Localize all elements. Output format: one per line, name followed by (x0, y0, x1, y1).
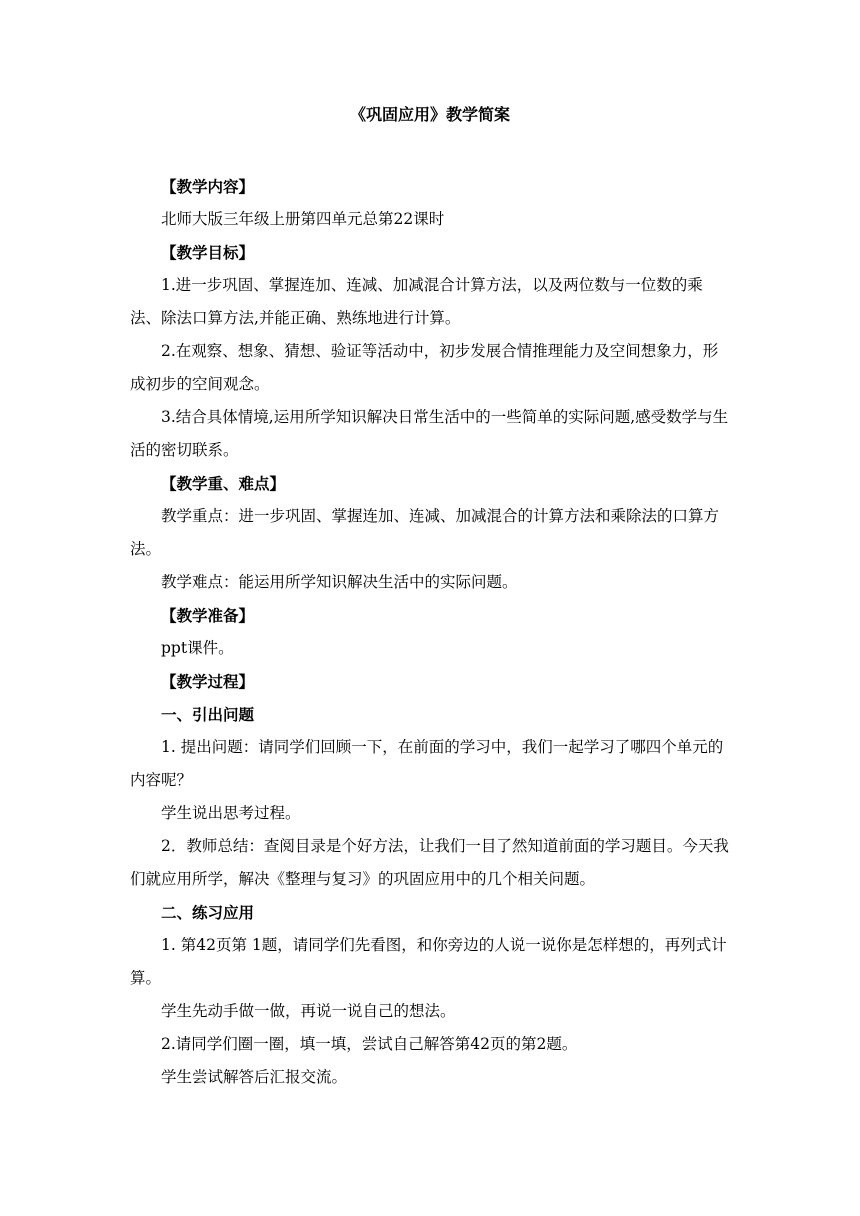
paragraph-course-info: 北师大版三年级上册第四单元总第22课时 (161, 210, 445, 228)
paragraph-student-response-1: 学生说出思考过程。 (161, 804, 301, 822)
section-heading-preparation: 【教学准备】 (161, 606, 255, 625)
paragraph-objective-1: 1.进一步巩固、掌握连加、连减、加减混合计算方法，以及两位数与一位数的乘法、除法口算方法,并能正确、熟练地进行计算。 (130, 276, 703, 327)
section-heading-key-points: 【教学重、难点】 (161, 474, 286, 493)
section-heading-content: 【教学内容】 (161, 177, 255, 196)
paragraph-practice-1: 1. 第42页第 1题，请同学们先看图，和你旁边的人说一说你是怎样想的，再列式计算。 (130, 936, 727, 987)
document-body (130, 170, 730, 1094)
paragraph-practice-2: 2.请同学们圈一圈，填一填，尝试自己解答第42页的第2题。 (161, 1035, 578, 1053)
section-heading-objectives: 【教学目标】 (161, 243, 255, 262)
paragraph-key-point: 教学重点：进一步巩固、掌握连加、连减、加减混合的计算方法和乘除法的口算方法。 (130, 507, 720, 558)
paragraph-objective-3: 3.结合具体情境,运用所学知识解决日常生活中的一些简单的实际问题,感受数学与生活的密切联系。 (130, 408, 729, 459)
paragraph-process-2: 2．教师总结：查阅目录是个好方法，让我们一目了然知道前面的学习题目。今天我们就应用所学，解决《整理与复习》的巩固应用中的几个相关问题。 (130, 837, 729, 888)
paragraph-difficulty: 教学难点：能运用所学知识解决生活中的实际问题。 (161, 573, 518, 591)
subheading-introduce-question: 一、引出问题 (161, 705, 255, 724)
paragraph-preparation: ppt课件。 (161, 639, 234, 657)
document-title: 《巩固应用》教学简案 (349, 105, 510, 124)
paragraph-objective-2: 2.在观察、想象、猜想、验证等活动中，初步发展合情推理能力及空间想象力，形成初步的空间观念。 (130, 342, 719, 393)
subheading-practice: 二、练习应用 (161, 903, 255, 922)
paragraph-student-response-2: 学生先动手做一做，再说一说自己的想法。 (161, 1002, 456, 1020)
paragraph-student-response-3: 学生尝试解答后汇报交流。 (161, 1068, 348, 1086)
paragraph-process-1: 1. 提出问题：请同学们回顾一下，在前面的学习中，我们一起学习了哪四个单元的内容呢？ (130, 738, 724, 789)
section-heading-process: 【教学过程】 (161, 672, 255, 691)
